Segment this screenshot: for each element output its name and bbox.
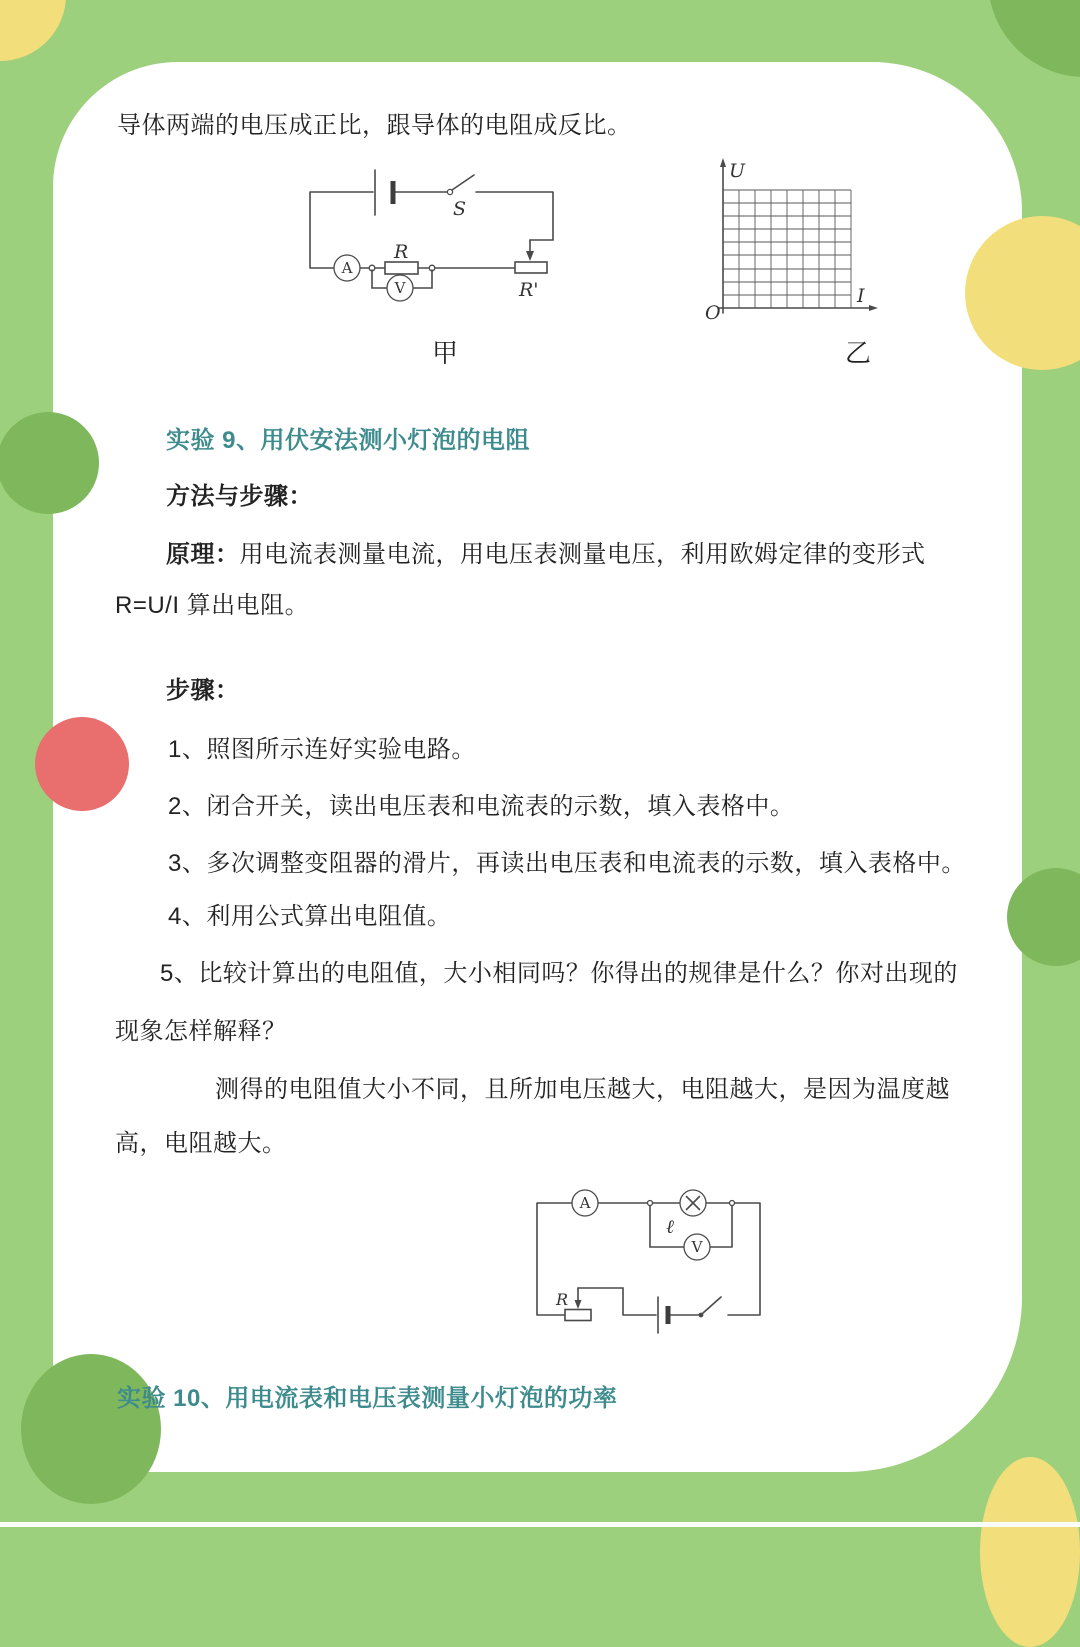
principle-line2: R=U/I 算出电阻。	[115, 592, 310, 619]
step-1: 1、照图所示连好实验电路。	[168, 736, 476, 763]
intro-line: 导体两端的电压成正比，跟导体的电阻成反比。	[117, 112, 632, 139]
rheostat-box	[515, 262, 547, 273]
figure-label-left: 甲	[432, 338, 459, 368]
x-axis-label: I	[857, 285, 865, 307]
voltmeter-letter: V	[394, 279, 406, 297]
decor-yellow-ellipse-bottom-right	[980, 1457, 1080, 1647]
next-card-edge	[0, 1522, 1080, 1527]
principle-label: 原理：	[166, 541, 240, 568]
switch-label: S	[453, 198, 467, 220]
switch-lever	[452, 175, 474, 190]
step-3: 3、多次调整变阻器的滑片，再读出电压表和电流表的示数，填入表格中。	[168, 850, 966, 877]
circuit-diagram-lamp	[520, 1185, 770, 1355]
rheostat-box	[565, 1310, 591, 1321]
step-5: 5、比较计算出的电阻值，大小相同吗？你得出的规律是什么？你对出现的	[160, 960, 958, 987]
experiment10-heading: 实验 10、用电流表和电压表测量小灯泡的功率	[117, 1385, 618, 1412]
junction-left	[648, 1201, 653, 1206]
rheostat-label: R'	[519, 279, 539, 301]
lamp-label: ℓ	[666, 1216, 674, 1238]
step-5-continued: 现象怎样解释？	[115, 1018, 287, 1045]
switch-lever	[703, 1297, 721, 1313]
y-axis-arrow	[720, 158, 726, 167]
x-axis-arrow	[869, 305, 878, 311]
origin-label: O	[705, 302, 721, 324]
decor-green-circle-top-right	[988, 0, 1080, 77]
steps-label: 步骤：	[166, 677, 240, 704]
decor-red-circle-left	[35, 717, 129, 811]
slider-arrow-head	[526, 251, 534, 261]
ammeter-letter: A	[579, 1194, 591, 1212]
graph-grid	[723, 190, 851, 308]
junction-right	[730, 1201, 735, 1206]
principle-text: 用电流表测量电流，用电压表测量电压，利用欧姆定律的变形式	[239, 541, 926, 568]
circuit-diagram-jia	[300, 165, 565, 315]
resistor-label: R	[394, 241, 409, 263]
method-steps-label: 方法与步骤：	[166, 483, 313, 510]
answer-line1: 测得的电阻值大小不同，且所加电压越大，电阻越大，是因为温度越	[215, 1076, 950, 1103]
y-axis-label: U	[729, 160, 746, 182]
voltmeter-letter: V	[691, 1238, 703, 1256]
rheostat-label: R	[556, 1290, 569, 1309]
principle-line1	[166, 541, 926, 570]
figure-label-right: 乙	[845, 338, 872, 368]
step-2: 2、闭合开关，读出电压表和电流表的示数，填入表格中。	[168, 793, 795, 820]
circuit-wires	[537, 1203, 760, 1316]
decor-green-circle-left	[0, 412, 99, 514]
step-4: 4、利用公式算出电阻值。	[168, 903, 452, 930]
ui-graph	[703, 155, 888, 324]
decor-green-ellipse-bottom-left	[21, 1354, 161, 1504]
experiment9-heading: 实验 9、用伏安法测小灯泡的电阻	[166, 427, 531, 454]
answer-line2: 高，电阻越大。	[115, 1130, 287, 1157]
resistor-box	[385, 262, 418, 274]
slider-arrow-head	[575, 1300, 582, 1309]
decor-yellow-circle-top-left	[0, 0, 66, 61]
ammeter-letter: A	[341, 259, 353, 277]
